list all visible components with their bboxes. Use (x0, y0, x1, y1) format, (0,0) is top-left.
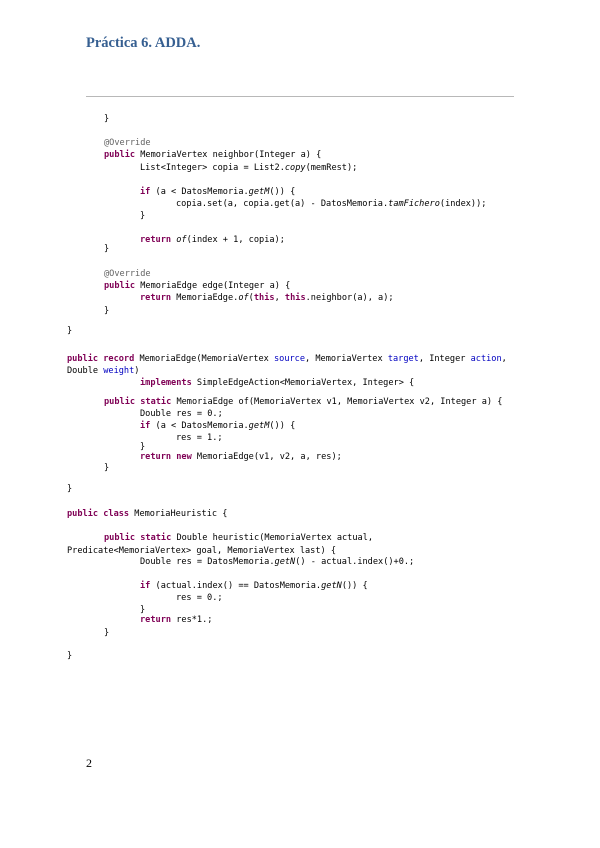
code-token: } (67, 484, 73, 494)
code-token: public static (104, 397, 172, 407)
code-token: Double (67, 366, 104, 376)
code-token: getM (248, 421, 270, 431)
code-token: MemoriaEdge(MemoriaVertex (134, 354, 274, 364)
code-token: return (140, 293, 172, 303)
code-line (140, 580, 368, 592)
code-line (140, 420, 295, 432)
code-line (67, 508, 227, 520)
code-line (104, 396, 502, 408)
code-line (67, 365, 139, 377)
code-line (104, 268, 151, 280)
code-token: ()) { (269, 187, 296, 197)
code-token: MemoriaEdge edge(Integer a) { (135, 281, 291, 291)
code-line (140, 186, 295, 198)
code-token: List<Integer> copia = List2. (140, 163, 285, 173)
code-token: ()) { (341, 581, 368, 591)
code-token: Double res = DatosMemoria. (140, 557, 275, 567)
code-token: } (104, 628, 110, 638)
code-token: implements (140, 378, 192, 388)
code-token: this (253, 293, 275, 303)
code-line (104, 627, 109, 639)
code-token: @Override (104, 138, 151, 148)
code-token: weight (103, 366, 135, 376)
code-line (67, 325, 72, 337)
code-token: if (140, 581, 151, 591)
code-token: , MemoriaVertex (305, 354, 388, 364)
code-line (140, 292, 394, 304)
code-line (140, 408, 223, 420)
code-token: } (67, 326, 73, 336)
code-token: public class (67, 509, 130, 519)
code-token: getM (248, 187, 270, 197)
code-token: getN (321, 581, 342, 591)
code-line (140, 377, 414, 389)
code-line (140, 451, 342, 463)
code-line (104, 113, 109, 125)
code-line (67, 650, 72, 662)
code-line (176, 432, 223, 444)
code-token: tamFichero (388, 199, 440, 209)
code-token: copy (284, 163, 306, 173)
code-line (104, 462, 109, 474)
code-token: (index + 1, copia); (186, 235, 285, 245)
code-line (104, 305, 109, 317)
code-token: public static (104, 533, 172, 543)
code-token: (a < DatosMemoria. (150, 187, 249, 197)
code-token: action (470, 354, 502, 364)
page-header-title: Práctica 6. ADDA. (86, 35, 201, 51)
code-token: MemoriaEdge of(MemoriaVertex v1, MemoriaVertex v2, Integer a) { (171, 397, 503, 407)
code-token: source (273, 354, 306, 364)
code-line (104, 137, 151, 149)
code-token: Double heuristic(MemoriaVertex actual, (171, 533, 374, 543)
code-token: } (140, 442, 146, 452)
code-token: public record (67, 354, 135, 364)
code-token: of (176, 235, 187, 245)
code-token: MemoriaEdge(v1, v2, a, res); (191, 452, 342, 462)
code-token: } (104, 463, 110, 473)
code-token: return new (140, 452, 192, 462)
code-token: MemoriaVertex neighbor(Integer a) { (135, 150, 322, 160)
code-line (104, 243, 109, 255)
code-token: getN (274, 557, 296, 567)
code-token: Double res = 0.; (140, 409, 223, 419)
code-token: public (104, 150, 136, 160)
code-token: Predicate<MemoriaVertex> goal, MemoriaVertex last) { (67, 546, 337, 556)
code-line (67, 483, 72, 495)
code-token: of (238, 293, 249, 303)
code-token: } (140, 605, 146, 615)
code-token: copia.set(a, copia.get(a) - DatosMemoria. (176, 199, 389, 209)
code-token: res = 0.; (176, 593, 223, 603)
code-token: res*1.; (171, 615, 213, 625)
code-line (176, 592, 223, 604)
code-line (140, 234, 285, 246)
code-token: (actual.index() == DatosMemoria. (150, 581, 322, 591)
code-token: , (501, 354, 507, 364)
code-token: , (274, 293, 285, 303)
code-token: MemoriaEdge. (171, 293, 239, 303)
code-token: } (104, 244, 110, 254)
code-line (140, 556, 414, 568)
code-token: this (284, 293, 306, 303)
code-token: .neighbor(a), a); (305, 293, 394, 303)
code-token: } (104, 114, 110, 124)
code-line (140, 210, 145, 222)
code-token: return (140, 235, 172, 245)
code-token: (memRest); (305, 163, 358, 173)
code-token: MemoriaHeuristic { (129, 509, 228, 519)
code-token: (a < DatosMemoria. (150, 421, 249, 431)
code-line (176, 198, 486, 210)
code-token: if (140, 187, 151, 197)
code-line (104, 532, 373, 544)
code-token: } (104, 306, 110, 316)
code-token: ()) { (269, 421, 296, 431)
code-token: public (104, 281, 136, 291)
code-token: res = 1.; (176, 433, 223, 443)
code-token: } (67, 651, 73, 661)
code-token: ( (248, 293, 254, 303)
code-token: @Override (104, 269, 151, 279)
code-token: ) (134, 366, 140, 376)
code-token: return (140, 615, 172, 625)
code-token: SimpleEdgeAction<MemoriaVertex, Integer> { (191, 378, 415, 388)
code-line (104, 149, 321, 161)
code-line (140, 614, 212, 626)
code-token: , Integer (418, 354, 471, 364)
code-token: (index)); (439, 199, 487, 209)
code-token: if (140, 421, 151, 431)
code-line (67, 353, 507, 365)
code-token: target (387, 354, 419, 364)
code-line (104, 280, 290, 292)
code-line (140, 162, 357, 174)
code-token: () - actual.index()+0.; (295, 557, 415, 567)
page-number: 2 (86, 756, 92, 770)
code-token: } (140, 211, 146, 221)
